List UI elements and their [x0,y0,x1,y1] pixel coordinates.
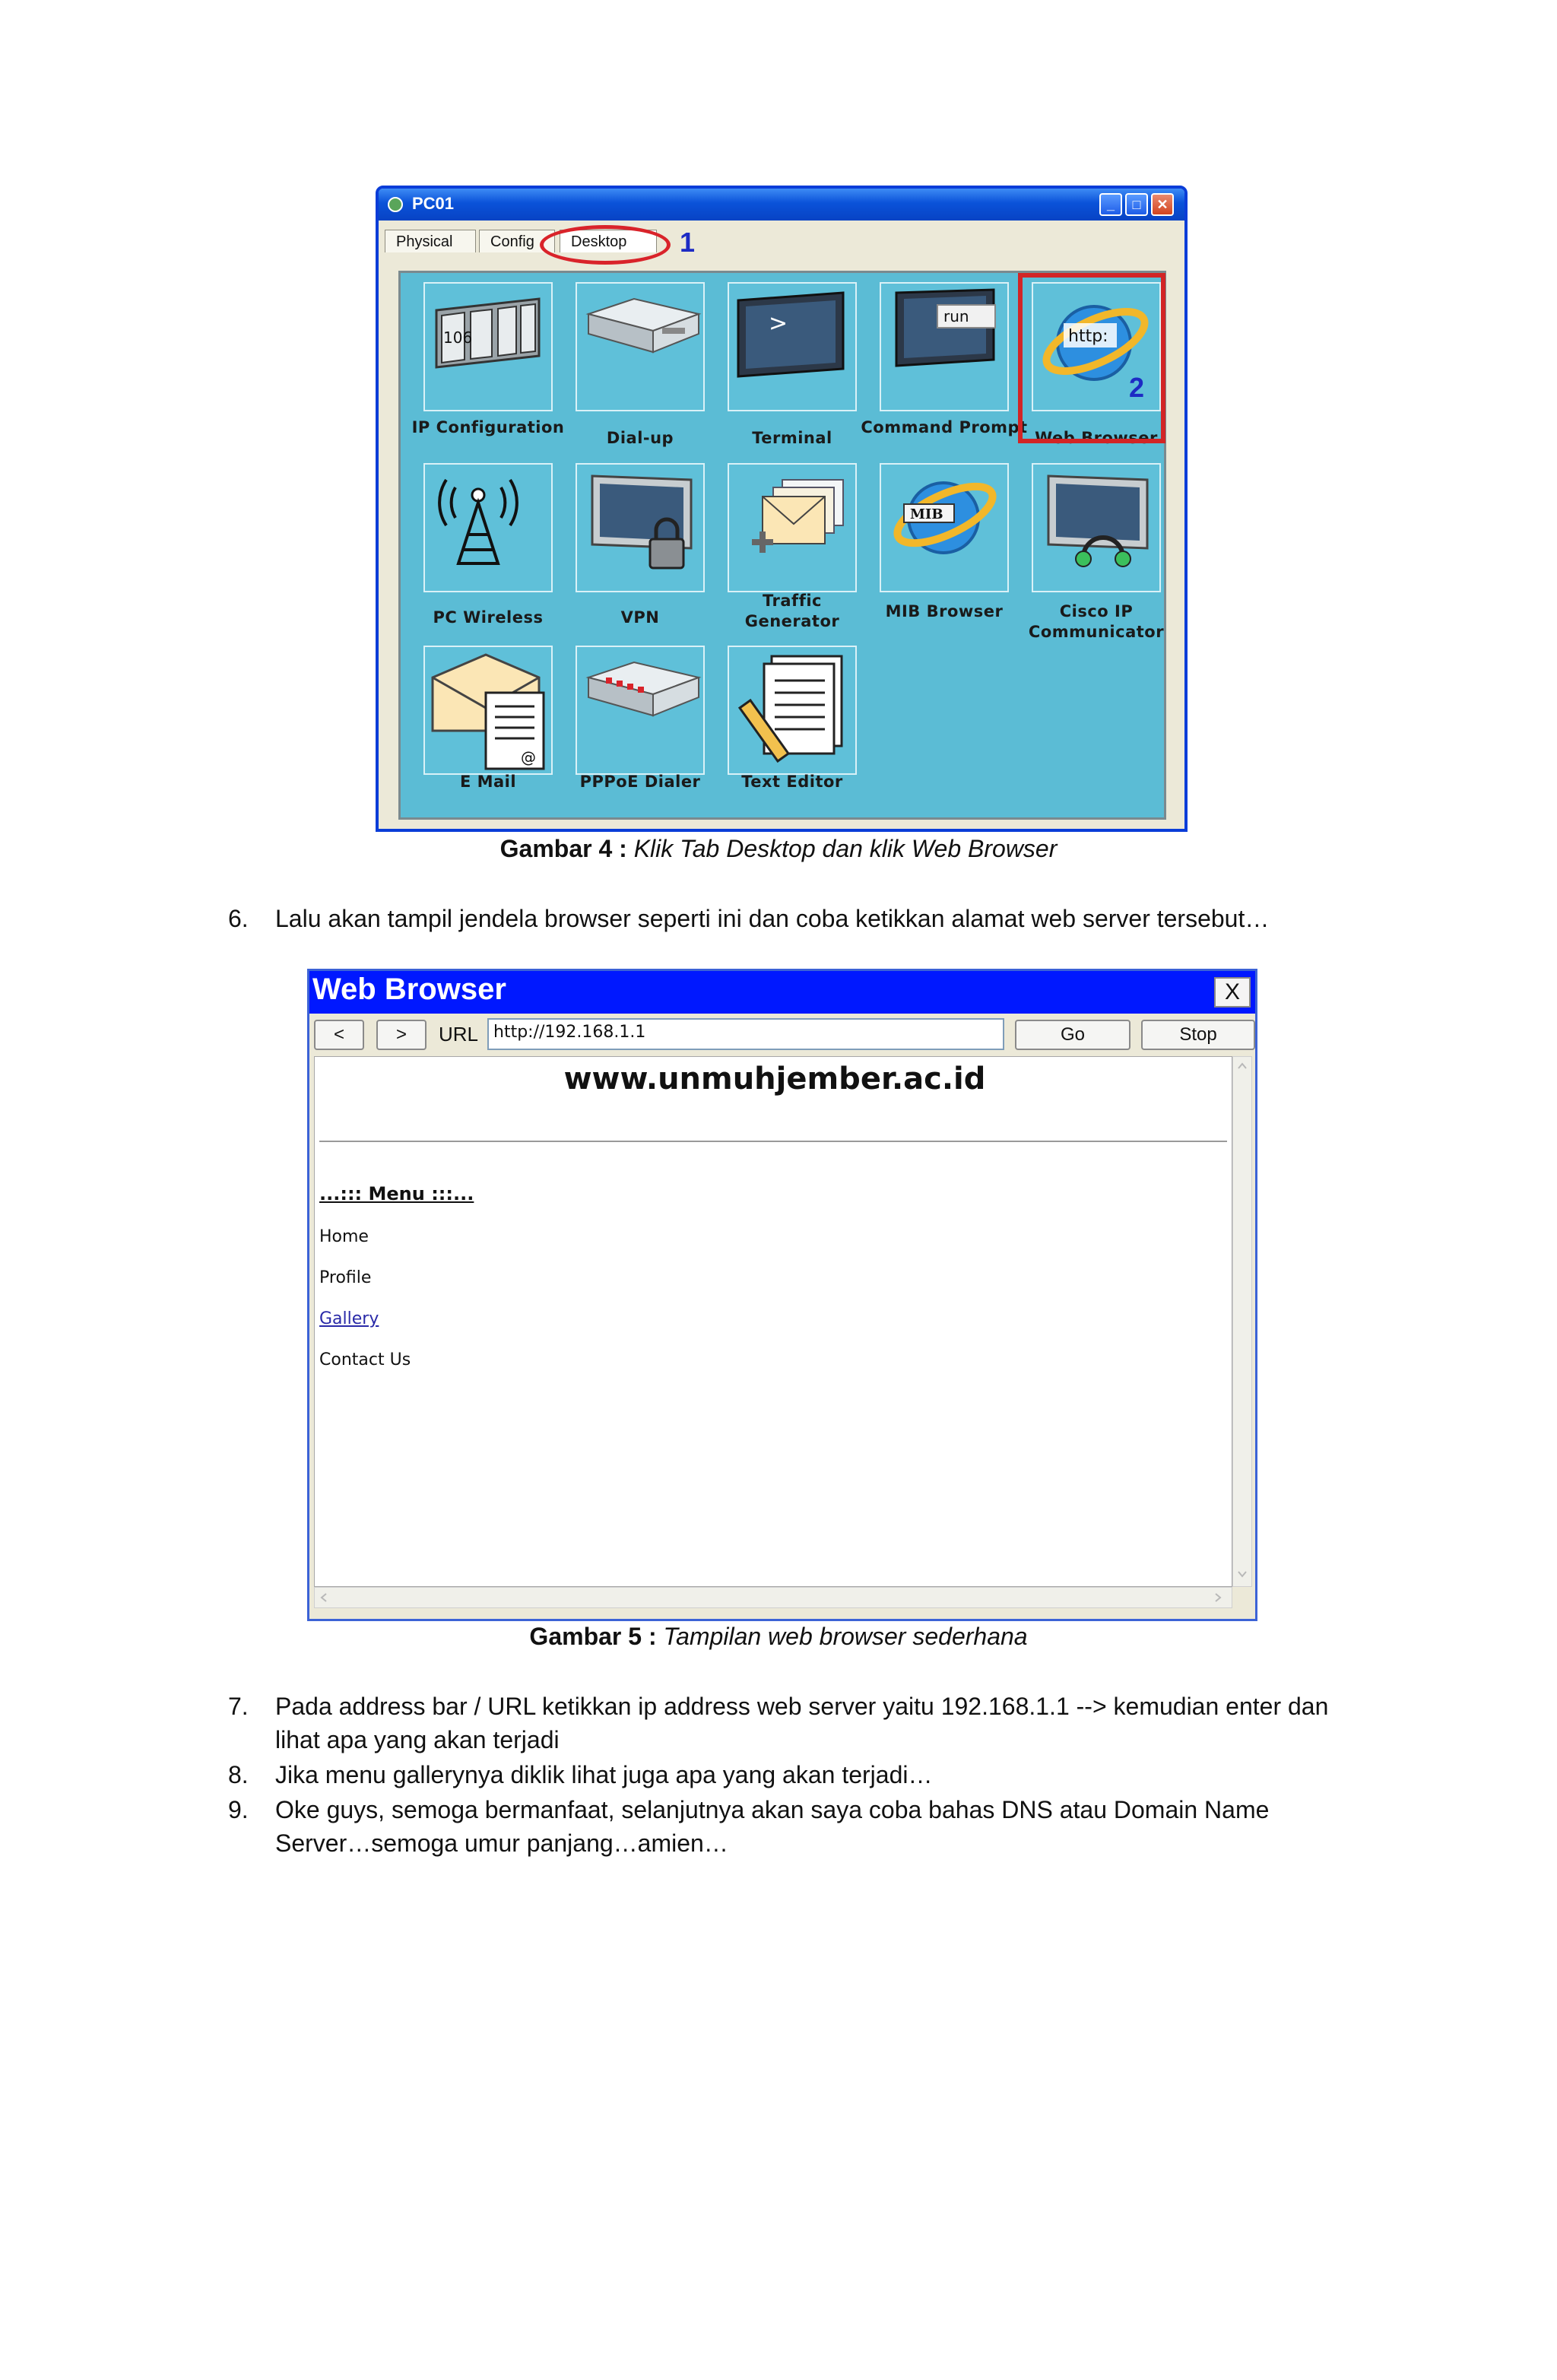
pc-app-icon [386,195,404,214]
url-input[interactable]: http://192.168.1.1 [487,1018,1004,1050]
app-label-command-prompt: Command Prompt [861,418,1028,436]
tab-desktop[interactable]: Desktop [560,230,657,252]
menu-link-home[interactable]: Home [319,1227,369,1246]
maximize-icon: □ [1132,197,1141,212]
maximize-button[interactable] [1125,193,1148,216]
app-cisco-ip-communicator[interactable] [1032,463,1161,592]
forward-button[interactable]: > [376,1020,427,1050]
web-browser-window [307,969,1257,1621]
pppoe-dialer-icon [577,647,706,776]
wireless-antenna-icon [425,465,554,594]
scroll-up-icon[interactable] [1236,1060,1248,1072]
figure-5-caption [0,1623,1557,1651]
svg-text:run: run [943,307,969,325]
app-pppoe-dialer[interactable] [576,646,705,775]
app-label-pc-wireless: PC Wireless [433,608,544,627]
text-editor-icon [729,647,858,776]
url-label: URL [439,1023,479,1046]
traffic-generator-icon [729,465,858,594]
scroll-left-icon[interactable] [318,1591,330,1604]
browser-title: Web Browser [312,973,506,1006]
vpn-lock-icon [577,465,706,594]
pc01-window [376,186,1188,832]
app-command-prompt[interactable] [880,282,1009,411]
app-label-ip-configuration: IP Configuration [411,418,565,436]
caption-label: Gambar 5 : [529,1623,657,1650]
app-label-text-editor: Text Editor [741,773,843,791]
list-item-7: Pada address bar / URL ketikkan ip address web server yaitu 192.168.1.1 --> kemudian enter dan lihat apa yang akan terjadi [275,1693,1329,1753]
window-title: PC01 [412,194,455,213]
email-icon [425,647,554,776]
minimize-button[interactable] [1099,193,1122,216]
back-button[interactable]: < [314,1020,364,1050]
app-label-terminal: Terminal [752,429,832,447]
tab-config[interactable]: Config [479,230,555,252]
ip-communicator-icon [1033,465,1162,594]
list-item-6: Lalu akan tampil jendela browser seperti ini dan coba ketikkan alamat web server tersebut… [275,905,1270,932]
svg-text:http:: http: [1068,327,1108,346]
desktop-panel [398,271,1166,820]
tab-physical[interactable]: Physical [385,230,476,252]
svg-text:@: @ [521,748,536,766]
app-dial-up[interactable] [576,282,705,411]
browser-close-button[interactable] [1214,977,1251,1008]
browser-titlebar[interactable] [309,971,1255,1014]
step-marker-2: 2 [1129,372,1145,403]
app-vpn[interactable] [576,463,705,592]
pc01-titlebar[interactable] [379,189,1184,221]
svg-text:>: > [769,310,788,337]
caption-text: Klik Tab Desktop dan klik Web Browser [633,835,1058,862]
figure-4-caption [0,835,1557,863]
list-item-9: Oke guys, semoga bermanfaat, selanjutnya akan saya coba bahas DNS atau Domain Name Server…semoga umur panjang…amien… [275,1796,1270,1857]
close-button[interactable] [1151,193,1174,216]
minimize-icon: _ [1106,197,1115,212]
close-icon: X [1224,979,1240,1004]
app-mib-browser[interactable] [880,463,1009,592]
app-pc-wireless[interactable] [423,463,553,592]
scroll-right-icon[interactable] [1212,1591,1224,1604]
svg-text:106: 106 [443,328,473,347]
app-ip-configuration[interactable] [423,282,553,411]
app-label-web-browser: Web Browser [1035,429,1158,447]
list-number-8: 8. [228,1761,249,1788]
app-text-editor[interactable] [728,646,857,775]
app-label-vpn: VPN [620,608,660,627]
app-label-traffic-generator: Traffic Generator [744,592,840,630]
modem-icon [577,284,706,413]
list-item-8: Jika menu gallerynya diklik lihat juga apa yang akan terjadi… [275,1761,933,1788]
app-label-mib-browser: MIB Browser [885,602,1004,620]
terminal-icon [729,284,858,413]
step-marker-1: 1 [680,227,696,258]
tab-bar [379,225,1184,258]
ip-config-icon [425,284,554,413]
app-label-cisco-ip-communicator: Cisco IP Communicator [1028,602,1165,641]
menu-link-contact-us[interactable]: Contact Us [319,1350,411,1369]
list-number-9: 9. [228,1796,249,1823]
page-divider [319,1141,1227,1142]
page-viewport [314,1056,1232,1587]
close-icon: ✕ [1156,197,1169,212]
menu-link-gallery[interactable]: Gallery [319,1309,379,1328]
scroll-down-icon[interactable] [1236,1568,1248,1580]
stop-button[interactable]: Stop [1141,1020,1255,1050]
app-label-e-mail: E Mail [459,773,517,791]
caption-text: Tampilan web browser sederhana [663,1623,1028,1650]
list-number-6: 6. [228,905,249,932]
tab-highlight-circle [540,225,671,265]
menu-link-profile[interactable]: Profile [319,1268,372,1287]
web-browser-highlight-box [1018,273,1165,443]
vertical-scrollbar[interactable] [1232,1056,1252,1587]
command-prompt-icon [881,284,1010,413]
mib-browser-icon [881,465,1010,594]
app-label-dial-up: Dial-up [606,429,674,447]
app-label-pppoe-dialer: PPPoE Dialer [579,773,701,791]
list-number-7: 7. [228,1693,249,1720]
site-heading: www.unmuhjember.ac.id [563,1061,986,1096]
caption-label: Gambar 4 : [499,835,627,862]
horizontal-scrollbar[interactable] [314,1587,1232,1608]
app-terminal[interactable] [728,282,857,411]
go-button[interactable]: Go [1015,1020,1130,1050]
menu-title: ...::: Menu :::... [319,1183,474,1204]
app-e-mail[interactable] [423,646,553,775]
svg-text:MIB: MIB [910,506,943,522]
app-traffic-generator[interactable] [728,463,857,592]
